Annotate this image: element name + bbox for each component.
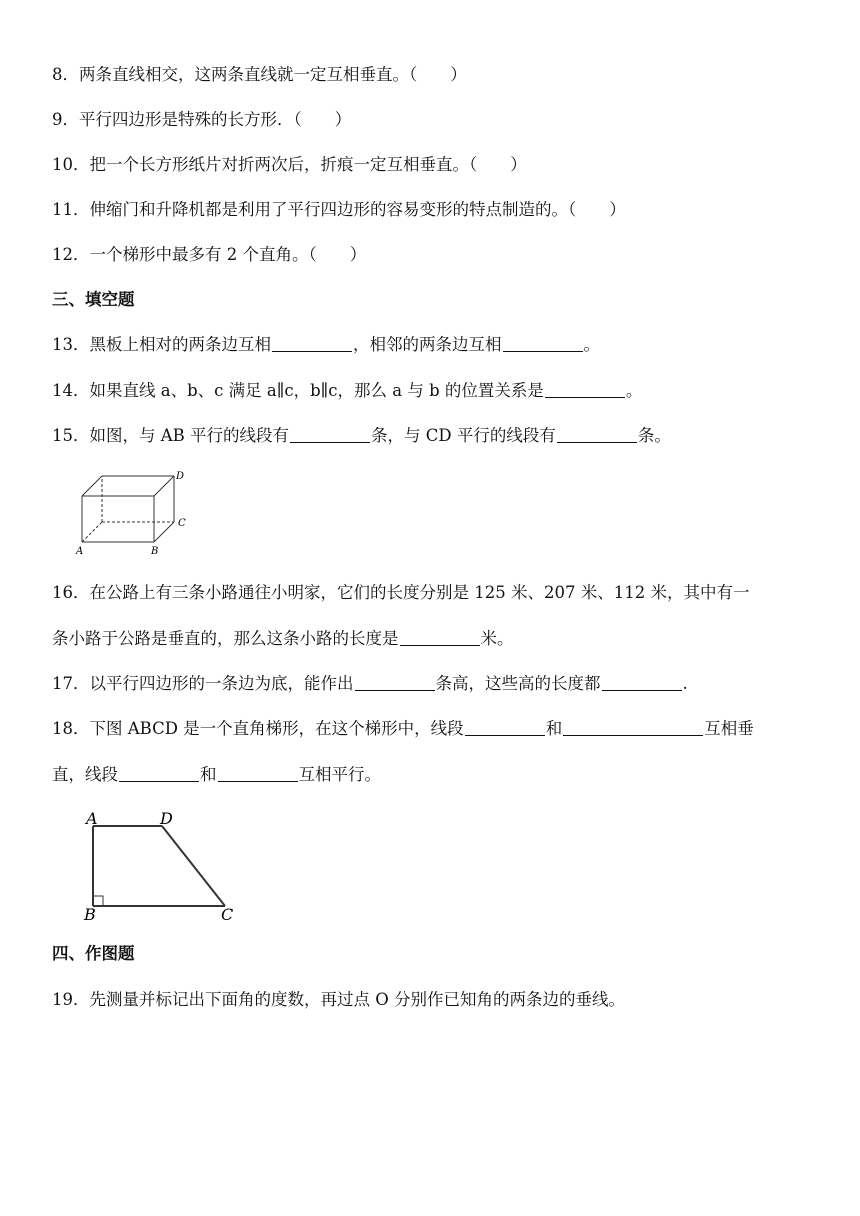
question-8: 8．两条直线相交，这两条直线就一定互相垂直。（ ） bbox=[52, 65, 467, 84]
answer-blank[interactable] bbox=[545, 381, 625, 398]
vertex-label-b: B bbox=[151, 546, 159, 557]
trapezoid-figure bbox=[80, 806, 240, 924]
cuboid-figure bbox=[72, 466, 202, 558]
vertex-label-d: D bbox=[160, 809, 173, 828]
question-11: 11．伸缩门和升降机都是利用了平行四边形的容易变形的特点制造的。（ ） bbox=[52, 200, 626, 219]
question-18-line-2: 直，线段 和 互相平行。 bbox=[52, 765, 381, 784]
answer-blank[interactable] bbox=[119, 765, 199, 782]
question-19: 19．先测量并标记出下面角的度数，再过点 O 分别作已知角的两条边的垂线。 bbox=[52, 990, 626, 1009]
answer-blank[interactable] bbox=[400, 629, 480, 646]
question-12: 12．一个梯形中最多有 2 个直角。（ ） bbox=[52, 245, 367, 264]
vertex-label-d: D bbox=[176, 471, 185, 482]
vertex-label-c: C bbox=[178, 518, 186, 529]
vertex-label-b: B bbox=[84, 905, 96, 924]
answer-blank[interactable] bbox=[218, 765, 298, 782]
question-17: 17．以平行四边形的一条边为底，能作出 条高，这些高的长度都 . bbox=[52, 674, 688, 693]
answer-blank[interactable] bbox=[272, 335, 352, 352]
question-16-line-2: 条小路于公路是垂直的，那么这条小路的长度是 米。 bbox=[52, 629, 514, 648]
answer-blank[interactable] bbox=[355, 674, 435, 691]
vertex-label-a: A bbox=[86, 809, 98, 828]
answer-blank[interactable] bbox=[290, 426, 370, 443]
answer-blank[interactable] bbox=[602, 674, 682, 691]
question-16-line-1: 16．在公路上有三条小路通往小明家，它们的长度分别是 125 米、207 米、112 米，其中有一 bbox=[52, 583, 750, 602]
question-9: 9．平行四边形是特殊的长方形．（ ） bbox=[52, 110, 352, 129]
question-15: 15．如图，与 AB 平行的线段有 条，与 CD 平行的线段有 条。 bbox=[52, 426, 671, 445]
vertex-label-c: C bbox=[221, 905, 234, 924]
section-heading-fill-blank: 三、填空题 bbox=[52, 290, 135, 309]
answer-blank[interactable] bbox=[503, 335, 583, 352]
answer-blank[interactable] bbox=[465, 719, 545, 736]
question-10: 10．把一个长方形纸片对折两次后，折痕一定互相垂直。（ ） bbox=[52, 155, 527, 174]
question-18-line-1: 18．下图 ABCD 是一个直角梯形，在这个梯形中，线段 和 互相垂 bbox=[52, 719, 754, 738]
section-heading-drawing: 四、作图题 bbox=[52, 944, 135, 963]
answer-blank[interactable] bbox=[557, 426, 637, 443]
vertex-label-a: A bbox=[76, 546, 84, 557]
question-13: 13．黑板上相对的两条边互相 ，相邻的两条边互相 。 bbox=[52, 335, 600, 354]
question-14: 14．如果直线 a、b、c 满足 a∥c，b∥c，那么 a 与 b 的位置关系是 。 bbox=[52, 381, 643, 400]
answer-blank[interactable] bbox=[563, 719, 703, 736]
